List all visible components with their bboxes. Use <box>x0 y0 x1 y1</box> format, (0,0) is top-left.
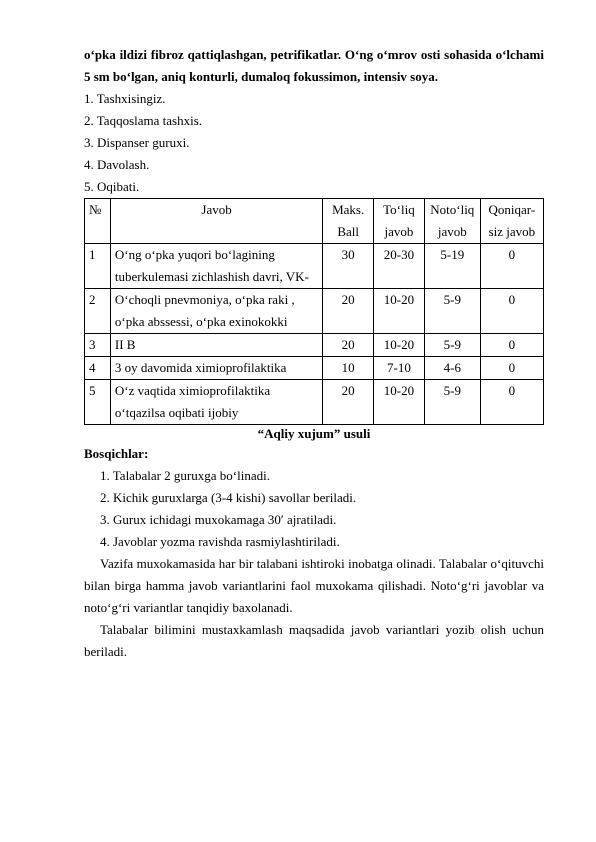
cell-incomplete: 5-19 <box>424 244 480 289</box>
cell-max: 30 <box>323 244 374 289</box>
paragraph: Talabalar bilimini mustaxkamlash maqsadida javob variantlari yozib olish uchun beriladi. <box>84 622 544 659</box>
cell-num: 5 <box>85 380 111 425</box>
section-title: “Aqliy xujum” usuli <box>257 426 371 441</box>
task-item: 1. Tashxisingiz. <box>84 91 166 106</box>
cell-correct: 10-20 <box>374 380 425 425</box>
task-item: 2. Taqqoslama tashxis. <box>84 113 203 128</box>
list-item: 2. Kichik guruxlarga (3-4 kishi) savollar beriladi. <box>100 490 357 505</box>
task-item: 5. Oqibati. <box>84 179 140 194</box>
list-item: 1. Talabalar 2 guruxga bo‘linadi. <box>100 468 270 483</box>
cell-correct: 10-20 <box>374 289 425 334</box>
header-answer: Javob <box>110 199 322 244</box>
paragraph: Vazifa muxokamasida har bir talabani ishtiroki inobatga olinadi. Talabalar o‘qituvchi bilan birga hamma javob variantlarini faol muxokama qilishadi. Noto‘g‘ri javoblar va noto‘g‘ri variantlar tanqidiy baxolanadi. <box>84 556 544 615</box>
cell-satisfactory: 0 <box>480 357 543 380</box>
table-header-row <box>85 199 544 244</box>
cell-num: 4 <box>85 357 111 380</box>
cell-incomplete: 5-9 <box>424 289 480 334</box>
list-item: 4. Javoblar yozma ravishda rasmiylashtiriladi. <box>100 534 340 549</box>
cell-max: 20 <box>323 380 374 425</box>
cell-max: 20 <box>323 289 374 334</box>
steps-list <box>84 465 544 553</box>
cell-answer: O‘ng o‘pka yuqori bo‘lagining tuberkulemasi zichlashish davri, VK- <box>110 244 322 289</box>
intro-paragraph: o‘pka ildizi fibroz qattiqlashgan, petrifikatlar. O‘ng o‘mrov osti sohasida o‘lchami 5 sm bo‘lgan, aniq konturli, dumaloq fokussimon, intensiv soya. <box>84 47 544 84</box>
cell-answer: O‘z vaqtida ximioprofilaktika o‘tqazilsa oqibati ijobiy <box>110 380 322 425</box>
scoring-table <box>84 198 544 425</box>
cell-satisfactory: 0 <box>480 289 543 334</box>
task-item: 3. Dispanser guruxi. <box>84 135 190 150</box>
cell-max: 20 <box>323 334 374 357</box>
table-row <box>85 289 544 334</box>
header-incomplete: Noto‘liq javob <box>424 199 480 244</box>
stages-label: Bosqichlar: <box>84 446 149 461</box>
task-item: 4. Davolash. <box>84 157 150 172</box>
table-row <box>85 380 544 425</box>
cell-incomplete: 5-9 <box>424 334 480 357</box>
cell-incomplete: 4-6 <box>424 357 480 380</box>
table-row <box>85 357 544 380</box>
table-row <box>85 334 544 357</box>
document-page <box>84 44 544 663</box>
header-num: № <box>85 199 111 244</box>
header-max: Maks. Ball <box>323 199 374 244</box>
header-correct: To‘liq javob <box>374 199 425 244</box>
cell-incomplete: 5-9 <box>424 380 480 425</box>
table-row <box>85 244 544 289</box>
cell-correct: 20-30 <box>374 244 425 289</box>
cell-answer: II B <box>110 334 322 357</box>
cell-num: 2 <box>85 289 111 334</box>
list-item: 3. Gurux ichidagi muxokamaga 30′ ajratiladi. <box>100 512 337 527</box>
cell-satisfactory: 0 <box>480 380 543 425</box>
header-satisfactory: Qoniqar-siz javob <box>480 199 543 244</box>
cell-satisfactory: 0 <box>480 334 543 357</box>
cell-max: 10 <box>323 357 374 380</box>
cell-satisfactory: 0 <box>480 244 543 289</box>
cell-correct: 10-20 <box>374 334 425 357</box>
cell-num: 1 <box>85 244 111 289</box>
cell-num: 3 <box>85 334 111 357</box>
cell-answer: O‘choqli pnevmoniya, o‘pka raki , o‘pka abssessi, o‘pka exinokokki <box>110 289 322 334</box>
cell-answer: 3 oy davomida ximioprofilaktika <box>110 357 322 380</box>
cell-correct: 7-10 <box>374 357 425 380</box>
